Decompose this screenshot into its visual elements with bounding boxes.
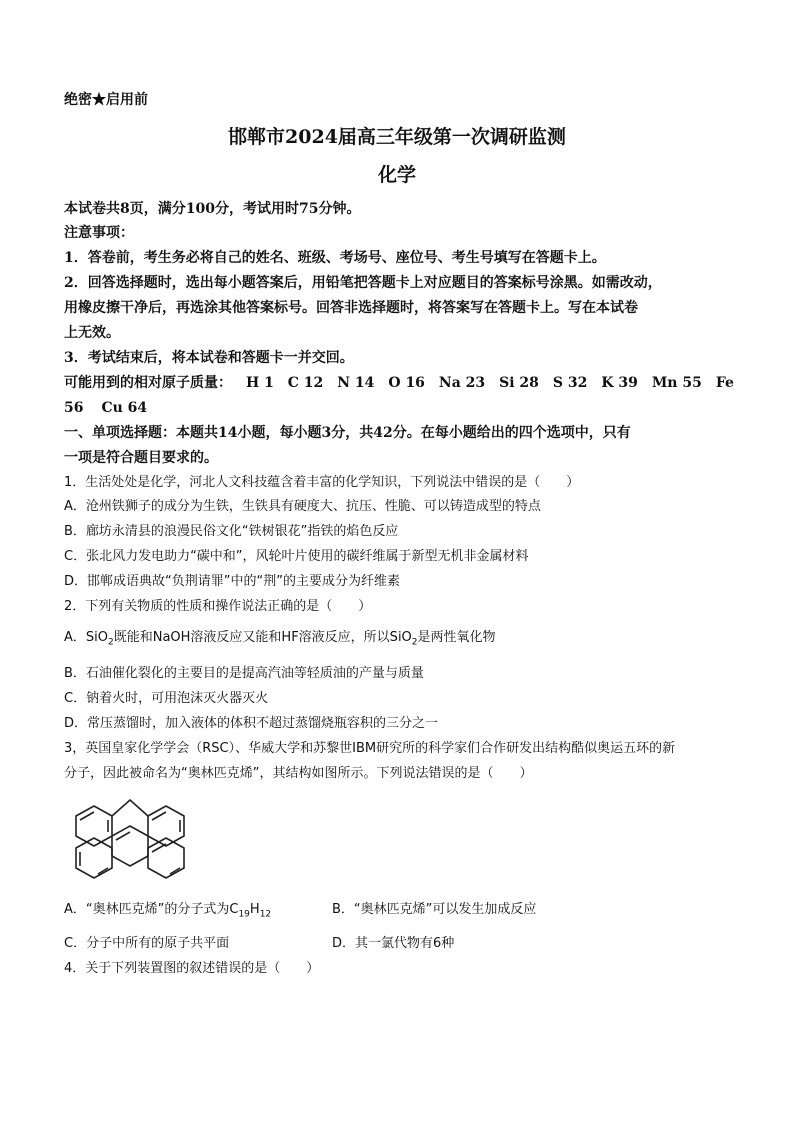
q2-a-text: 是两性氧化物 <box>417 630 496 645</box>
atomic-mass-item: H 1 <box>245 375 274 391</box>
q2-option-a <box>64 628 734 653</box>
q2-option-c: C．钠着火时，可用泡沫灭火器灭火 <box>64 691 269 706</box>
subscript: 2 <box>108 637 114 648</box>
q3-option-c: C．分子中所有的原子共平面 <box>64 936 230 951</box>
atomic-mass-line-2 <box>64 398 734 418</box>
ring <box>76 838 112 878</box>
notice-title: 注意事项： <box>64 225 134 241</box>
olympicene-structure-figure <box>62 790 212 882</box>
subject-title: 化学 <box>377 164 416 186</box>
page-info: 本试卷共8页，满分100分，考试用时75分钟。 <box>64 201 361 217</box>
notice-1: 1．答卷前，考生务必将自己的姓名、班级、考场号、座位号、考生号填写在答题卡上。 <box>64 250 606 266</box>
atomic-mass-item: N 14 <box>337 375 375 391</box>
q3-a-text: H <box>249 902 260 917</box>
atomic-mass-label: 可能用到的相对原子质量： <box>64 375 232 391</box>
q1-option-a: A．沧州铁狮子的成分为生铁，生铁具有硬度大、抗压、性脆、可以铸造成型的特点 <box>64 499 541 514</box>
q2-option-d: D．常压蒸馏时，加入液体的体积不超过蒸馏烧瓶容积的三分之一 <box>64 716 439 731</box>
q1-option-d: D．邯郸成语典故“负荆请罪”中的“荆”的主要成分为纤维素 <box>64 574 400 589</box>
q3-option-b: B．“奥林匹克烯”可以发生加成反应 <box>332 902 537 917</box>
q2-stem: 2．下列有关物质的性质和操作说法正确的是（ ） <box>64 599 372 614</box>
atomic-mass-item: Cu 64 <box>101 400 148 416</box>
q2-option-b: B．石油催化裂化的主要目的是提高汽油等轻质油的产量与质量 <box>64 666 424 681</box>
q3-stem-line-2: 分子，因此被命名为“奥林匹克烯”，其结构如图所示。下列说法错误的是（ ） <box>64 766 533 781</box>
atomic-mass-item: K 39 <box>601 375 638 391</box>
q3-options-row-1 <box>64 900 734 925</box>
confidential-mark: 绝密★启用前 <box>64 92 148 108</box>
q2-a-text: A．SiO <box>64 630 108 645</box>
q1-stem: 1．生活处处是化学，河北人文科技蕴含着丰富的化学知识，下列说法中错误的是（ ） <box>64 475 580 490</box>
atomic-mass-item: Si 28 <box>499 375 539 391</box>
atomic-mass-item: 56 <box>64 400 84 416</box>
q3-a-text: A．“奥林匹克烯”的分子式为C <box>64 902 239 917</box>
subscript: 19 <box>238 909 250 920</box>
q4-stem: 4．关于下列装置图的叙述错误的是（ ） <box>64 961 320 976</box>
atomic-mass-item: O 16 <box>388 375 425 391</box>
q1-option-c: C．张北风力发电助力“碳中和”，风轮叶片使用的碳纤维属于新型无机非金属材料 <box>64 549 529 564</box>
atomic-mass-item: Mn 55 <box>651 375 702 391</box>
atomic-mass-item: Na 23 <box>438 375 486 391</box>
q2-a-text: 既能和NaOH溶液反应又能和HF溶液反应，所以SiO <box>113 630 412 645</box>
ch2-bridge <box>112 800 148 816</box>
atomic-mass-item: S 32 <box>552 375 588 391</box>
q1-option-b: B．廊坊永清县的浪漫民俗文化“铁树银花”指铁的焰色反应 <box>64 524 399 539</box>
q3-option-a <box>64 902 272 920</box>
exam-title: 邯郸市2024届高三年级第一次调研监测 <box>228 126 566 148</box>
notice-3: 3．考试结束后，将本试卷和答题卡一并交回。 <box>64 350 354 366</box>
notice-2-line-3: 上无效。 <box>64 325 120 341</box>
atomic-mass-line-1 <box>64 373 734 393</box>
q3-option-d: D．其一氯代物有6种 <box>332 936 455 951</box>
notice-2-line-1: 2．回答选择题时，选出每小题答案后，用铅笔把答题卡上对应题目的答案标号涂黑。如需改动， <box>64 275 662 291</box>
q3-stem-line-1: 3，英国皇家化学学会（RSC）、华威大学和苏黎世IBM研究所的科学家们合作研发出结构酷似奥运五环的新 <box>64 741 676 756</box>
section-1-heading-line-2: 一项是符合题目要求的。 <box>64 450 218 466</box>
subscript: 12 <box>259 909 272 920</box>
q3-options-row-2 <box>64 934 734 954</box>
atomic-mass-item: Fe <box>715 375 734 391</box>
subscript: 2 <box>411 637 418 648</box>
atomic-mass-item: C 12 <box>287 375 324 391</box>
section-1-heading-line-1: 一、单项选择题：本题共14小题，每小题3分，共42分。在每小题给出的四个选项中，只有 <box>64 425 631 441</box>
notice-2-line-2: 用橡皮擦干净后，再选涂其他答案标号。回答非选择题时，将答案写在答题卡上。写在本试卷 <box>64 300 638 316</box>
